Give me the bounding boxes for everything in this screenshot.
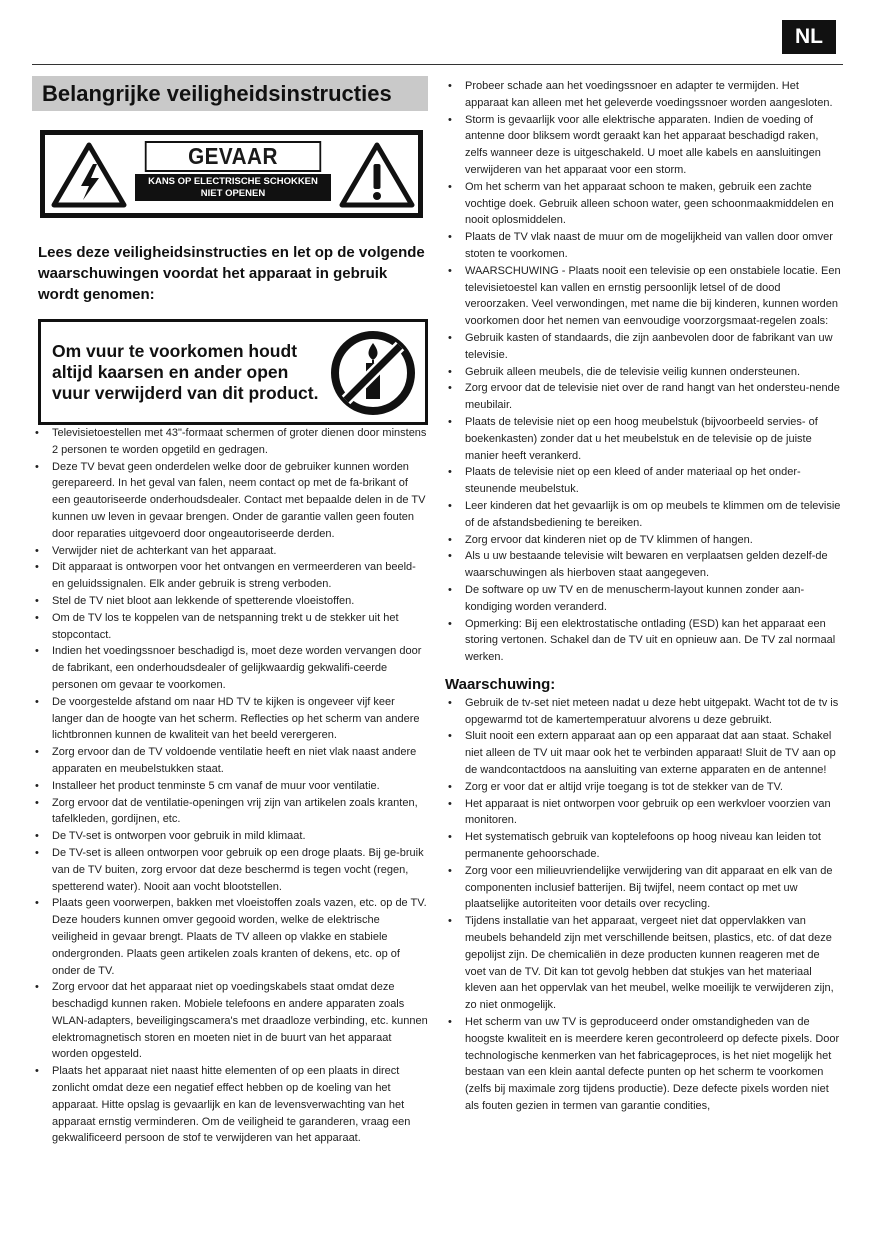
- list-item: • Leer kinderen dat het gevaarlijk is om op meubels te klimmen om de televisie of de afstandsbediening te bereiken.: [445, 498, 841, 532]
- list-item: • Televisietoestellen met 43"-formaat schermen of groter dienen door minstens 2 personen te worden opgetild en gedragen.: [32, 425, 428, 459]
- list-item: • Opmerking: Bij een elektrostatische ontlading (ESD) kan het apparaat een storing vertonen. Schakel dan de TV uit en opnieuw aan. De TV zal normaal werken.: [445, 616, 841, 666]
- intro-text: Lees deze veiligheidsinstructies en let op de volgende waarschuwingen voordat het apparaat in gebruik wordt genomen:: [38, 244, 425, 303]
- fire-warning-box: [38, 319, 428, 425]
- list-item: • Stel de TV niet bloot aan lekkende of spetterende vloeistoffen.: [32, 593, 428, 610]
- list-item: • Verwijder niet de achterkant van het apparaat.: [32, 543, 428, 560]
- left-bullet-list: [32, 425, 428, 1147]
- list-item: • Probeer schade aan het voedingssnoer en adapter te vermijden. Het apparaat kan alleen met het geleverde voedingssnoer worden aangesloten.: [445, 78, 841, 112]
- list-item: • Gebruik kasten of standaards, die zijn aanbevolen door de fabrikant van uw televisie.: [445, 330, 841, 364]
- list-item: • Zorg ervoor dat de televisie niet over de rand hangt van het ondersteu-nende meubilair.: [445, 380, 841, 414]
- danger-subtext-line-1: KANS OP ELECTRISCHE SCHOKKEN: [148, 176, 318, 187]
- list-item: • Om de TV los te koppelen van de netspanning trekt u de stekker uit het stopcontact.: [32, 610, 428, 644]
- warning-heading: Waarschuwing:: [445, 675, 556, 693]
- list-item: • De software op uw TV en de menuscherm-layout kunnen zonder aan-kondiging worden veranderd.: [445, 582, 841, 616]
- list-item: • Dit apparaat is ontworpen voor het ontvangen en vermeerderen van beeld- en geluidssignalen. Elk ander gebruik is streng verboden.: [32, 559, 428, 593]
- danger-text-block: [135, 141, 331, 205]
- danger-word: GEVAAR: [145, 141, 321, 172]
- danger-subtext: [135, 174, 331, 201]
- exclamation-warning-icon: [339, 142, 415, 208]
- list-item: • Als u uw bestaande televisie wilt bewaren en verplaatsen gelden dezelf-de waarschuwingen als hierboven staat aangegeven.: [445, 548, 841, 582]
- list-item: • De voorgestelde afstand om naar HD TV te kijken is ongeveer vijf keer langer dan de hoogte van het scherm. Reflecties op het scherm van andere lichtbronnen kunnen de kwaliteit van het beeld verergeren.: [32, 694, 428, 744]
- danger-subtext-line-2: NIET OPENEN: [200, 188, 266, 199]
- list-item: • Zorg voor een milieuvriendelijke verwijdering van dit apparaat en elk van de componenten inclusief batterijen. Bij twijfel, neem contact op met uw plaatselijke autoriteiten voor details over recycling.: [445, 863, 841, 913]
- right-bullet-list: [445, 78, 841, 666]
- list-item: • De TV-set is alleen ontworpen voor gebruik op een droge plaats. Bij ge-bruik van de TV buiten, zorg ervoor dat deze beschermd is tegen vocht (regen, spetterend water). Nooit aan vocht blootstellen.: [32, 845, 428, 895]
- list-item: • Storm is gevaarlijk voor alle elektrische apparaten. Indien de voeding of antenne door bliksem wordt geraakt kan het apparaat beschadigd raken, zelfs wanneer deze is uitgeschakeld. U moet alle kabels en aansluitingen verwijderen van het apparaat voor een storm.: [445, 112, 841, 179]
- language-badge: NL: [782, 20, 836, 54]
- list-item: • Gebruik alleen meubels, die de televisie veilig kunnen ondersteunen.: [445, 364, 841, 381]
- warning-bullet-list: [445, 695, 841, 1115]
- list-item: • Plaats de TV vlak naast de muur om de mogelijkheid van vallen door omver stoten te voorkomen.: [445, 229, 841, 263]
- lightning-warning-icon: [51, 142, 127, 208]
- list-item: • Het systematisch gebruik van koptelefoons op hoog niveau kan leiden tot permanente gehoorschade.: [445, 829, 841, 863]
- list-item: • Zorg ervoor dat het apparaat niet op voedingskabels staat omdat deze beschadigd kunnen raken. Mobiele telefoons en andere apparaten zoals WLAN-adapters, beveiligingscamera's met draadloze verbinding, etc. kunnen elektromagnetisch storen en moeten niet in de buurt van het apparaat worden opgesteld.: [32, 979, 428, 1063]
- page-title: Belangrijke veiligheidsinstructies: [32, 76, 428, 111]
- list-item: • Zorg ervoor dat kinderen niet op de TV klimmen of hangen.: [445, 532, 841, 549]
- fire-warning-text: Om vuur te voorkomen houdt altijd kaarsen en ander open vuur verwijderd van dit product.: [52, 341, 319, 403]
- list-item: • De TV-set is ontworpen voor gebruik in mild klimaat.: [32, 828, 428, 845]
- list-item: • Gebruik de tv-set niet meteen nadat u deze hebt uitgepakt. Wacht tot de tv is opgewarmd tot de kamertemperatuur alvorens u deze gebruikt.: [445, 695, 841, 729]
- right-column: [445, 78, 841, 1115]
- left-column: [32, 76, 428, 1147]
- list-item: • Plaats de televisie niet op een hoog meubelstuk (bijvoorbeeld servies- of boekenkasten) zonder dat u het meubelstuk en de televisie op de juiste manier heeft verankerd.: [445, 414, 841, 464]
- no-candle-icon: [329, 329, 417, 417]
- list-item: • Plaats het apparaat niet naast hitte elementen of op een plaats in direct zonlicht omdat deze een negatief effect hebben op de koeling van het apparaat. Hitte opslag is gevaarlijk en kan de levensverwachting van het apparaat ernstig verminderen. Om de veiligheid te garanderen, vraag een gekwalificeerd persoon de stof te verwijderen van het apparaat.: [32, 1063, 428, 1147]
- list-item: • Zorg er voor dat er altijd vrije toegang is tot de stekker van de TV.: [445, 779, 841, 796]
- list-item: • Indien het voedingssnoer beschadigd is, moet deze worden vervangen door de fabrikant, een onderhoudsdealer of gelijkwaardig gekwalifi-ceerde personen om gevaar te voorkomen.: [32, 643, 428, 693]
- list-item: • Deze TV bevat geen onderdelen welke door de gebruiker kunnen worden gerepareerd. In het geval van falen, neem contact op met de fa-brikant of een geautoriseerde onderhoudsdealer. Contact met bepaalde delen in de TV kunnen uw leven in gevaar brengen. Onder de garantie vallen geen fouten door reparaties uitgevoerd door ongeautoriseerde derden.: [32, 459, 428, 543]
- list-item: • Installeer het product tenminste 5 cm vanaf de muur voor ventilatie.: [32, 778, 428, 795]
- top-rule: [32, 64, 843, 65]
- list-item: • Sluit nooit een extern apparaat aan op een apparaat dat aan staat. Schakel niet alleen de TV uit maar ook het te verbinden apparaat! Sluit de TV aan op de wandcontactdoos na aansluiting van externe apparaten en de antenne!: [445, 728, 841, 778]
- danger-label: [40, 130, 423, 218]
- list-item: • Tijdens installatie van het apparaat, vergeet niet dat oppervlakken van meubels behandeld zijn met verschillende beitsen, plastics, etc. of dat deze gepolijst zijn. De chemicaliën in deze producten kunnen reageren met de voet van de TV. Dit kan tot gevolg hebben dat stukjes van het materiaal kleven aan het oppervlak van het meubel, welke moeilijk te verwijderen zijn, zo niet onmogelijk.: [445, 913, 841, 1014]
- list-item: • Zorg ervoor dan de TV voldoende ventilatie heeft en niet vlak naast andere apparaten en meubelstukken staat.: [32, 744, 428, 778]
- list-item: • Plaats de televisie niet op een kleed of ander materiaal op het onder-steunende meubelstuk.: [445, 464, 841, 498]
- list-item: • WAARSCHUWING - Plaats nooit een televisie op een onstabiele locatie. Een televisietoestel kan vallen en ernstig persoonlijk letsel of de dood veroorzaken. Veel verwondingen, met name die bij kinderen, kunnen worden voorkomen door het nemen van eenvoudige voorzorgsmaat-regelen zoals:: [445, 263, 841, 330]
- list-item: • Plaats geen voorwerpen, bakken met vloeistoffen zoals vazen, etc. op de TV. Deze houders kunnen omver gegooid worden, welke de elektrische veiligheid in gevaar brengt. Plaats de TV alleen op vlakke en stabiele ondergronden. Plaats geen artikelen zoals kranten of dekens, etc. op of onder de TV.: [32, 895, 428, 979]
- list-item: • Het scherm van uw TV is geproduceerd onder omstandigheden van de hoogste kwaliteit en is meerdere keren gecontroleerd op defecte pixels. Door technologische kenmerken van het fabricageproces, is het niet mogelijk het bestaan van een klein aantal defecte punten op het scherm te voorkomen (zelfs bij maximale zorg tijdens productie). Deze defecte pixels worden niet als fouten gezien in termen van garantie condities,: [445, 1014, 841, 1115]
- list-item: • Het apparaat is niet ontworpen voor gebruik op een werkvloer voorzien van monitoren.: [445, 796, 841, 830]
- list-item: • Zorg ervoor dat de ventilatie-openingen vrij zijn van artikelen zoals kranten, tafelkleden, gordijnen, etc.: [32, 795, 428, 829]
- list-item: • Om het scherm van het apparaat schoon te maken, gebruik een zachte vochtige doek. Gebruik alleen schoon water, geen schoonmaakmiddelen en nooit oplosmiddelen.: [445, 179, 841, 229]
